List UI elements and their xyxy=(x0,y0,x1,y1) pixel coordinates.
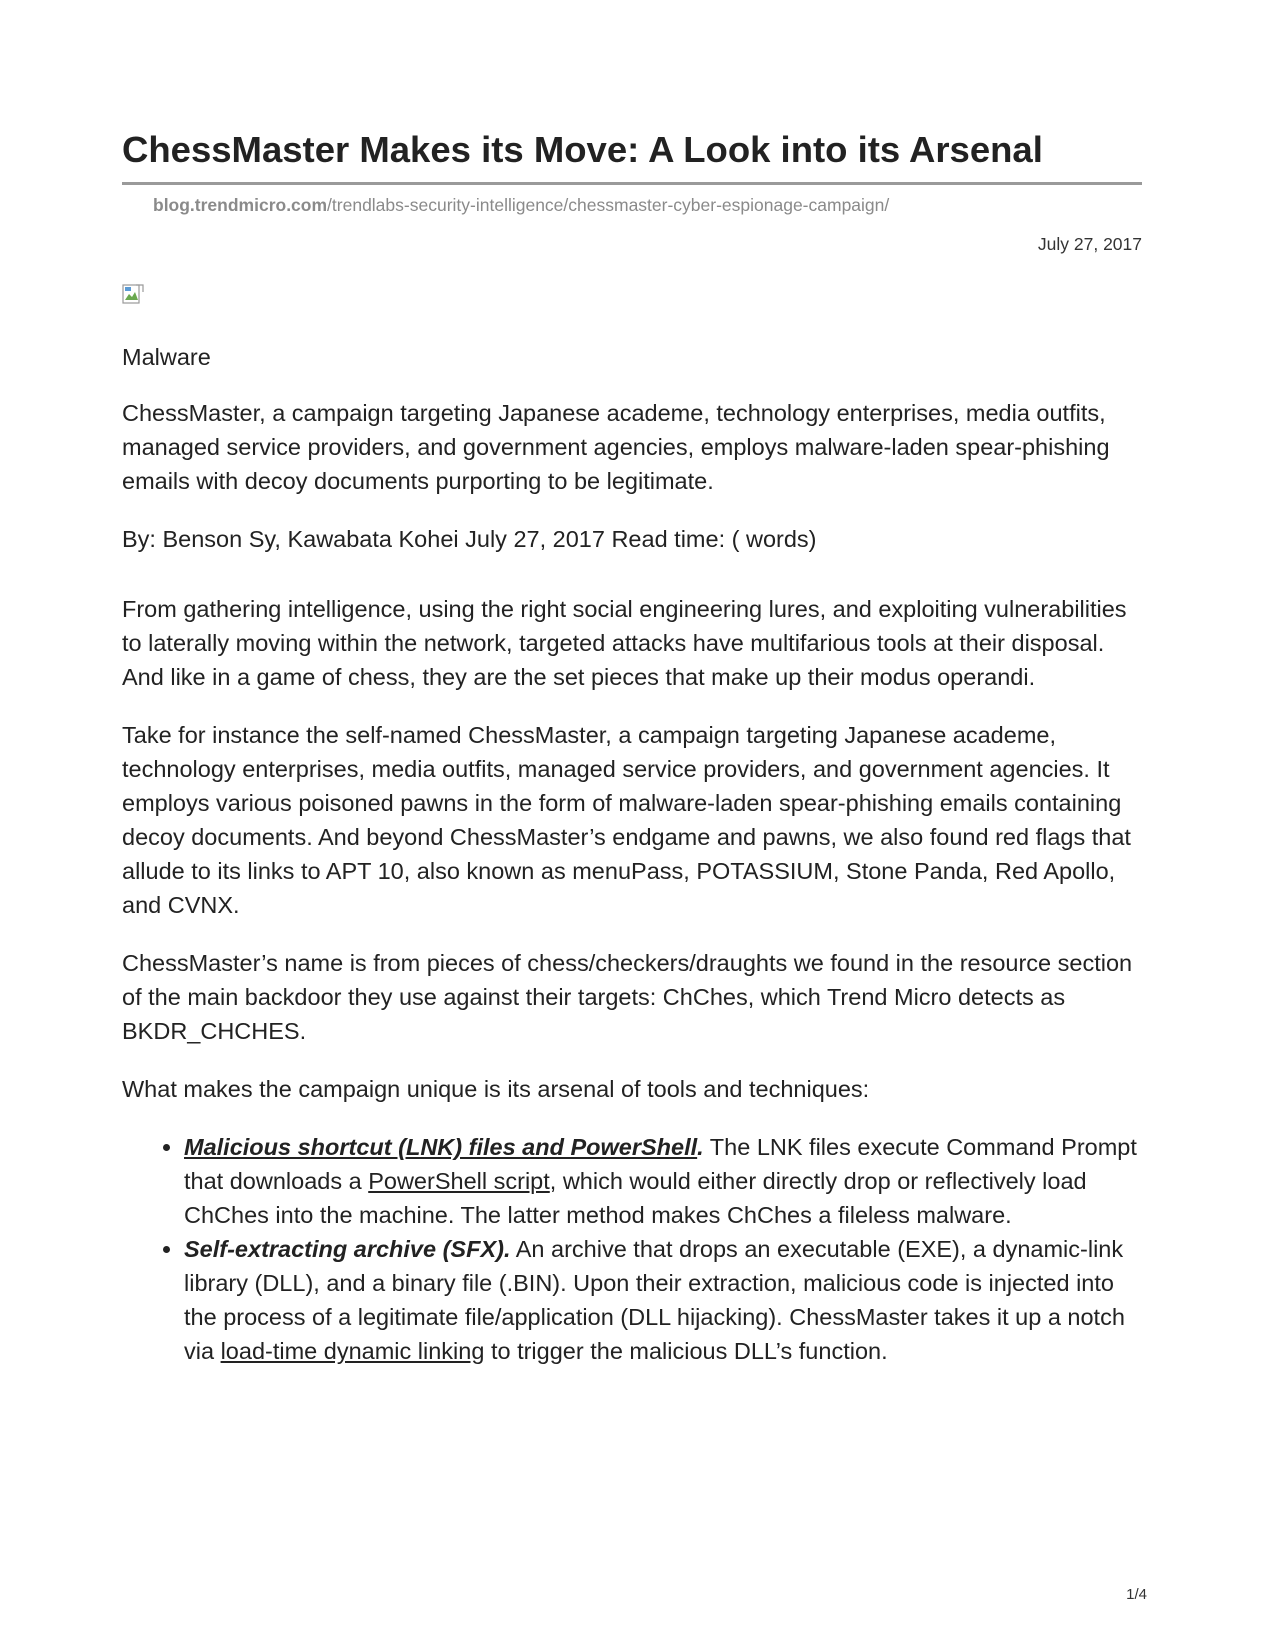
powershell-script-link[interactable]: PowerShell script xyxy=(368,1168,550,1194)
article-title: ChessMaster Makes its Move: A Look into its Arsenal xyxy=(122,129,1043,170)
bullet-lead: Self-extracting archive (SFX). xyxy=(184,1236,511,1262)
techniques-list xyxy=(122,1130,1142,1368)
lnk-powershell-link[interactable]: Malicious shortcut (LNK) files and PowerShell xyxy=(184,1134,698,1160)
url-path: /trendlabs-security-intelligence/chessmaster-cyber-espionage-campaign/ xyxy=(327,195,890,215)
publish-date: July 27, 2017 xyxy=(1037,234,1142,254)
bullet-text: An archive that drops an executable (EXE), a dynamic-link library (DLL), and a binary file (.BIN). Upon their extraction, malicious code is injected into the process of a legitimate file/application (DLL hijacking). ChessMaster takes it up a notch via xyxy=(184,1236,1125,1364)
summary-paragraph: ChessMaster, a campaign targeting Japanese academe, technology enterprises, media outfits, managed service providers, and government agencies, employs malware-laden spear-phishing emails with decoy documents purporting to be legitimate. xyxy=(122,400,1110,494)
bullet-text: , which would either directly drop or reflectively load ChChes into the machine. The latter method makes ChChes a fileless malware. xyxy=(184,1168,1087,1228)
byline: By: Benson Sy, Kawabata Kohei July 27, 2017 Read time: ( words) xyxy=(122,526,817,552)
page-number: 1/4 xyxy=(1126,1586,1147,1603)
url-host: blog.trendmicro.com xyxy=(153,195,328,215)
body-paragraph: Take for instance the self-named ChessMaster, a campaign targeting Japanese academe, technology enterprises, media outfits, managed service providers, and government agencies. It employs various poisoned pawns in the form of malware-laden spear-phishing emails containing decoy documents. And beyond ChessMaster’s endgame and pawns, we also found red flags that allude to its links to APT 10, also known as menuPass, POTASSIUM, Stone Panda, Red Apollo, and CVNX. xyxy=(122,722,1131,918)
source-url[interactable] xyxy=(153,195,889,216)
body-paragraph: ChessMaster’s name is from pieces of chess/checkers/draughts we found in the resource section of the main backdoor they use against their targets: ChChes, which Trend Micro detects as BKDR_CHCHES. xyxy=(122,950,1133,1044)
category-label: Malware xyxy=(122,344,211,370)
bullet-text: The LNK files execute Command Prompt that downloads a xyxy=(184,1134,1137,1194)
load-time-dynamic-linking-link[interactable]: load-time dynamic linking xyxy=(220,1338,485,1364)
bullet-lead-end: . xyxy=(697,1134,704,1160)
article-body xyxy=(122,340,1142,1368)
body-paragraph: What makes the campaign unique is its arsenal of tools and techniques: xyxy=(122,1076,870,1102)
list-item xyxy=(184,1232,1142,1368)
title-divider xyxy=(122,182,1142,185)
bullet-text: to trigger the malicious DLL’s function. xyxy=(484,1338,888,1364)
list-item xyxy=(184,1130,1142,1232)
broken-image-icon xyxy=(122,284,144,306)
body-paragraph: From gathering intelligence, using the right social engineering lures, and exploiting vulnerabilities to laterally moving within the network, targeted attacks have multifarious tools at their disposal. And like in a game of chess, they are the set pieces that make up their modus operandi. xyxy=(122,596,1127,690)
